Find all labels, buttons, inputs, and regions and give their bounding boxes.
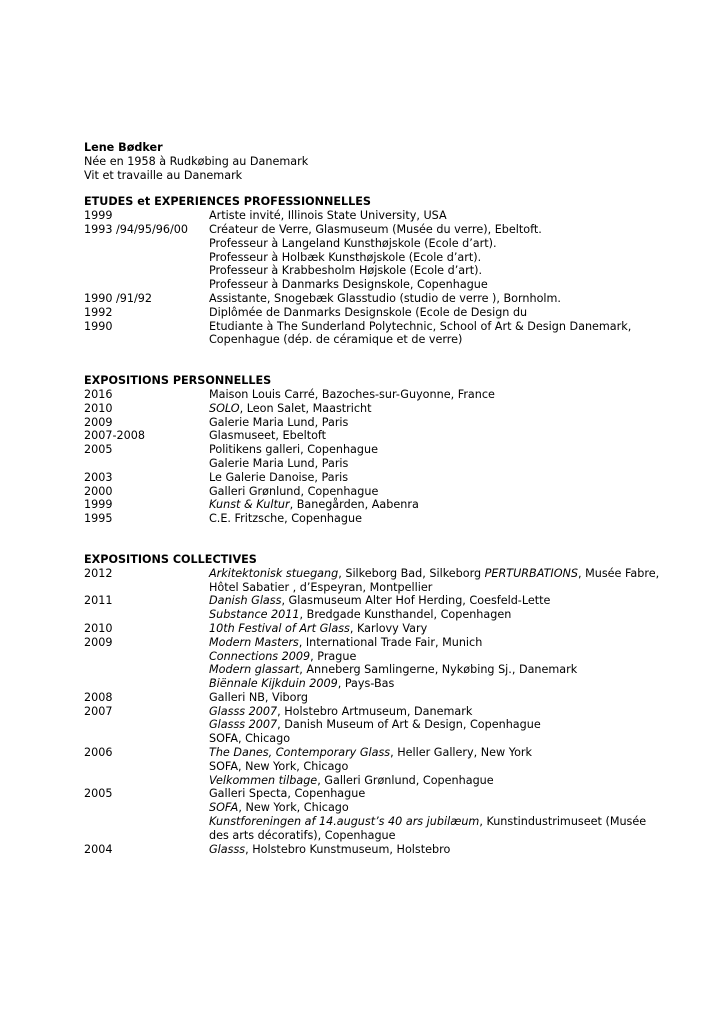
work-title: SOLO	[209, 401, 240, 415]
entry-line	[209, 388, 684, 402]
work-title: Connections 2009	[209, 649, 311, 663]
entry-text: , Musée Fabre,	[577, 566, 660, 580]
entry-description	[209, 443, 684, 471]
entry-line	[209, 457, 684, 471]
section-title: EXPOSITIONS COLLECTIVES	[84, 552, 257, 566]
cv-section	[84, 374, 684, 526]
entry-year: 1990 /91/92	[84, 291, 153, 305]
entry-line	[209, 760, 684, 774]
section-spacer	[84, 347, 684, 374]
entry-description	[209, 691, 684, 705]
entry-line	[209, 443, 684, 457]
entry-line	[209, 787, 684, 801]
entry-year: 1992	[84, 305, 113, 319]
entry-text: Galleri Grønlund, Copenhague	[209, 484, 379, 498]
cv-entry	[84, 306, 684, 320]
entry-text: Artiste invité, Illinois State University, USA	[209, 209, 447, 223]
cv-document	[84, 141, 684, 856]
entry-line	[209, 594, 684, 608]
work-title: Substance 2011	[209, 608, 300, 622]
entry-line	[209, 774, 684, 788]
entry-line	[209, 209, 684, 223]
birth-info: Née en 1958 à Rudkøbing au Danemark	[84, 154, 309, 168]
entry-description	[209, 746, 684, 787]
section-title: ETUDES et EXPERIENCES PROFESSIONNELLES	[84, 195, 371, 209]
entry-text: Le Galerie Danoise, Paris	[209, 470, 349, 484]
entry-line	[209, 402, 684, 416]
work-title: Velkommen tilbage	[209, 773, 318, 787]
cv-entry	[84, 691, 684, 705]
cv-entry	[84, 843, 684, 857]
work-title: The Danes, Contemporary Glass	[209, 746, 391, 760]
cv-entry	[84, 388, 684, 402]
cv-sections	[84, 182, 684, 856]
artist-name: Lene Bødker	[84, 141, 163, 154]
entry-text: , Bredgade Kunsthandel, Copenhagen	[299, 608, 512, 622]
entry-line	[209, 718, 684, 732]
entry-text: , Silkeborg Bad, Silkeborg	[338, 566, 485, 580]
entry-line	[209, 292, 684, 306]
cv-entry	[84, 429, 684, 443]
entry-description	[209, 705, 684, 746]
entry-description	[209, 429, 684, 443]
entry-text: Professeur à Holbæk Kunsthøjskole (Ecole d’art).	[209, 250, 482, 264]
entry-text: , Anneberg Samlingerne, Nykøbing Sj., Danemark	[299, 663, 578, 677]
work-title: Kunst & Kultur	[209, 498, 290, 512]
entry-year: 2016	[84, 387, 113, 401]
entry-year: 2010	[84, 401, 113, 415]
entry-year: 1995	[84, 512, 113, 526]
entry-text: Hôtel Sabatier , d’Espeyran, Montpellier	[209, 580, 433, 594]
entry-description	[209, 567, 684, 595]
entry-description	[209, 320, 684, 348]
entry-text: , Holstebro Kunstmuseum, Holstebro	[245, 842, 451, 856]
entry-text: Professeur à Langeland Kunsthøjskole (Ecole d’art).	[209, 236, 497, 250]
entry-text: Politikens galleri, Copenhague	[209, 443, 378, 457]
entry-text: SOFA, Chicago	[209, 732, 291, 746]
entry-description	[209, 485, 684, 499]
entry-year: 2005	[84, 443, 113, 457]
entry-text: Diplômée de Danmarks Designskole (Ecole de Design du	[209, 305, 528, 319]
entry-year: 2009	[84, 635, 113, 649]
entry-line	[209, 829, 684, 843]
entry-year: 2003	[84, 470, 113, 484]
entry-line	[209, 567, 684, 581]
cv-section	[84, 195, 684, 347]
entry-line	[209, 608, 684, 622]
entry-line	[209, 677, 684, 691]
cv-entry	[84, 223, 684, 292]
entry-description	[209, 306, 684, 320]
entry-year: 2011	[84, 594, 113, 608]
entry-line	[209, 251, 684, 265]
work-title: Kunstforeningen af 14.august’s 40 ars jubilæum	[209, 815, 480, 829]
work-title: Biënnale Kijkduin 2009	[209, 677, 338, 691]
entry-text: C.E. Fritzsche, Copenhague	[209, 512, 362, 526]
residence-info: Vit et travaille au Danemark	[84, 168, 243, 182]
work-title: Glasss	[209, 842, 246, 856]
entry-line	[209, 237, 684, 251]
entry-text: , Karlovy Vary	[349, 621, 428, 635]
entry-year: 2010	[84, 621, 113, 635]
entry-description	[209, 622, 684, 636]
entry-line	[209, 223, 684, 237]
entry-description	[209, 223, 684, 292]
entry-text: Galleri NB, Viborg	[209, 690, 309, 704]
entry-line	[209, 622, 684, 636]
entry-line	[209, 471, 684, 485]
entry-text: , International Trade Fair, Munich	[298, 635, 483, 649]
entry-text: Glasmuseet, Ebeltoft	[209, 429, 327, 443]
entry-year: 1990	[84, 319, 113, 333]
entry-description	[209, 636, 684, 691]
entry-year: 2008	[84, 690, 113, 704]
cv-entry	[84, 292, 684, 306]
entry-description	[209, 402, 684, 416]
entry-text: , Holstebro Artmuseum, Danemark	[277, 704, 473, 718]
work-title: 10th Festival of Art Glass	[209, 621, 350, 635]
cv-entry	[84, 209, 684, 223]
work-title: Arkitektonisk stuegang	[209, 566, 339, 580]
entry-text: , Prague	[310, 649, 357, 663]
entry-description	[209, 416, 684, 430]
entry-line	[209, 416, 684, 430]
cv-entry	[84, 787, 684, 842]
entry-description	[209, 498, 684, 512]
entry-description	[209, 843, 684, 857]
entry-year: 2007-2008	[84, 429, 145, 443]
entry-line	[209, 320, 684, 334]
cv-entry	[84, 416, 684, 430]
entry-text: , Galleri Grønlund, Copenhague	[317, 773, 494, 787]
entry-year: 2007	[84, 704, 113, 718]
cv-entry	[84, 498, 684, 512]
entry-text: , Banegården, Aabenra	[289, 498, 419, 512]
entry-line	[209, 650, 684, 664]
section-spacer	[84, 526, 684, 553]
entry-line	[209, 306, 684, 320]
entry-text: , New York, Chicago	[238, 801, 349, 815]
entry-line	[209, 512, 684, 526]
cv-entry	[84, 705, 684, 746]
entry-line	[209, 498, 684, 512]
entry-line	[209, 581, 684, 595]
entry-text: Professeur à Krabbesholm Højskole (Ecole d’art).	[209, 264, 483, 278]
cv-entry	[84, 320, 684, 348]
entry-text: , Kunstindustrimuseet (Musée	[479, 815, 647, 829]
work-title: Modern glassart	[209, 663, 300, 677]
entry-line	[209, 691, 684, 705]
entry-text: , Leon Salet, Maastricht	[239, 401, 372, 415]
entry-line	[209, 663, 684, 677]
entry-text: Créateur de Verre, Glasmuseum (Musée du verre), Ebeltoft.	[209, 222, 542, 236]
cv-entry	[84, 746, 684, 787]
entry-year: 1999	[84, 498, 113, 512]
cv-entry	[84, 622, 684, 636]
section-spacer	[84, 182, 684, 195]
entry-line	[209, 333, 684, 347]
entry-description	[209, 209, 684, 223]
cv-entry	[84, 471, 684, 485]
entry-description	[209, 388, 684, 402]
entry-description	[209, 292, 684, 306]
work-title: Glasss 2007	[209, 704, 278, 718]
entry-text: Maison Louis Carré, Bazoches-sur-Guyonne, France	[209, 387, 495, 401]
entry-line	[209, 815, 684, 829]
work-title: Danish Glass	[209, 594, 282, 608]
cv-entry	[84, 636, 684, 691]
entry-text: , Heller Gallery, New York	[390, 746, 532, 760]
entry-year: 1999	[84, 209, 113, 223]
entry-text: Assistante, Snogebæk Glasstudio (studio de verre ), Bornholm.	[209, 291, 561, 305]
cv-entry	[84, 594, 684, 622]
section-title: EXPOSITIONS PERSONNELLES	[84, 374, 272, 388]
entry-line	[209, 429, 684, 443]
cv-entry	[84, 567, 684, 595]
entry-text: Galerie Maria Lund, Paris	[209, 456, 349, 470]
entry-text: SOFA, New York, Chicago	[209, 759, 349, 773]
entry-line	[209, 278, 684, 292]
entry-text: Etudiante à The Sunderland Polytechnic, School of Art & Design Danemark,	[209, 319, 632, 333]
work-title: PERTURBATIONS	[484, 566, 578, 580]
entry-year: 2012	[84, 566, 113, 580]
entry-text: Galleri Specta, Copenhague	[209, 787, 366, 801]
entry-line	[209, 732, 684, 746]
entry-year: 2000	[84, 484, 113, 498]
entry-text: , Danish Museum of Art & Design, Copenhague	[277, 718, 541, 732]
entry-text: Copenhague (dép. de céramique et de verre)	[209, 333, 463, 347]
entry-text: des arts décoratifs), Copenhague	[209, 828, 396, 842]
entry-line	[209, 705, 684, 719]
entry-line	[209, 746, 684, 760]
cv-entry	[84, 485, 684, 499]
entry-year: 2009	[84, 415, 113, 429]
entry-year: 1993 /94/95/96/00	[84, 222, 189, 236]
entry-description	[209, 787, 684, 842]
entry-description	[209, 512, 684, 526]
entry-line	[209, 636, 684, 650]
entry-text: , Pays-Bas	[337, 677, 395, 691]
entry-description	[209, 471, 684, 485]
work-title: Modern Masters	[209, 635, 299, 649]
cv-entry	[84, 443, 684, 471]
cv-entry	[84, 512, 684, 526]
cv-section	[84, 553, 684, 857]
entry-line	[209, 801, 684, 815]
entry-year: 2006	[84, 746, 113, 760]
entry-year: 2004	[84, 842, 113, 856]
entry-text: Galerie Maria Lund, Paris	[209, 415, 349, 429]
entry-line	[209, 485, 684, 499]
entry-text: Professeur à Danmarks Designskole, Copenhague	[209, 278, 488, 292]
entry-year: 2005	[84, 787, 113, 801]
entry-text: , Glasmuseum Alter Hof Herding, Coesfeld-Lette	[281, 594, 551, 608]
entry-line	[209, 843, 684, 857]
cv-header	[84, 141, 684, 182]
entry-description	[209, 594, 684, 622]
entry-line	[209, 264, 684, 278]
work-title: Glasss 2007	[209, 718, 278, 732]
cv-entry	[84, 402, 684, 416]
work-title: SOFA	[209, 801, 239, 815]
